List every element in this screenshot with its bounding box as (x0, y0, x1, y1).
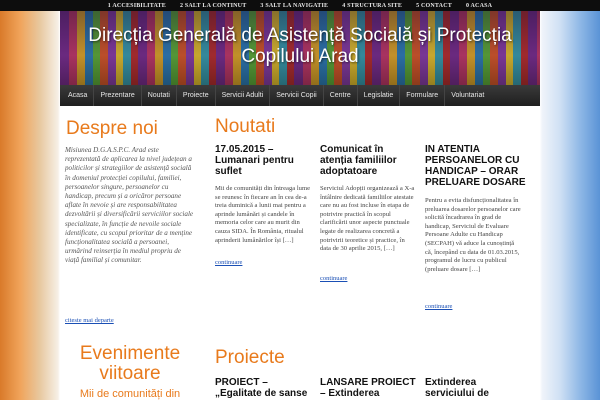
events-title: Evenimente viitoare (79, 343, 181, 384)
about-read-more-link[interactable]: citeste mai departe (65, 317, 114, 324)
news-item-body: Serviciul Adopții organizează a X-a întâlnire dedicată familiilor atestate care nu au fost incluse în etapa de potrivire practică în scopul clarificării unor aspecte punctuale legate de realizarea concretă a potrivirii teoretice și practice, în data de 30 aprilie 2015, […] (320, 185, 415, 253)
about-text: Misiunea D.G.A.S.P.C. Arad este reprezentată de aplicarea la nivel județean a politicilor și strategiilor de asistență socială în domeniul protecției copilului, familiei, persoanelor singure, persoanelor cu handicap, precum și a oricăror persoane aflate în nevoie și are responsabilitatea dezvoltării și diversificării serviciilor sociale specializate, în funcție de nevoile sociale identificate, cu scopul prioritar de a menține funcționalitatea socială a persoanei, urmărind reinserția în mediul propriu de viață familial și comunitar. (65, 146, 194, 265)
news-item-body: Mii de comunități din întreaga lume se reunesc în fiecare an în cea de-a treia duminică a lunii mai pentru a aprinde lumânări și candele în memoria celor care au murit din cauza SIDA. În România, ritualul aprinderii lumânărilor își […] (215, 185, 311, 244)
nav-item-formulare[interactable]: Formulare (400, 85, 445, 106)
nav-item-servicii-adulti[interactable]: Servicii Adulti (216, 85, 271, 106)
nav-item-acasa[interactable]: Acasa (62, 85, 94, 106)
access-link-contact[interactable]: 5 CONTACT (416, 2, 452, 9)
nav-item-legislatie[interactable]: Legislatie (358, 85, 401, 106)
access-link-accessibility[interactable]: 1 ACCESIBILITATE (107, 2, 166, 9)
site-title[interactable] (60, 25, 540, 67)
news-item-body: Pentru a evita disfuncționalitatea în preluarea dosarelor persoanelor care solicită încadrarea în grad de handicap, Serviciul de Evaluare Persoane Adulte cu Handicap (SECPAH) vă aduce la cunoștință că, începând cu data de 01.03.2015, programul de lucru cu publicul (preluare dosare […] (425, 197, 521, 273)
news-item-continue-link[interactable]: continuare (425, 303, 453, 310)
news-item-title[interactable]: Comunicat în atenția familiilor adoptatoare (320, 144, 397, 177)
access-link-site-structure[interactable]: 4 STRUCTURA SITE (342, 2, 403, 9)
news-item-title[interactable]: 17.05.2015 – Lumanari pentru suflet (215, 144, 294, 177)
project-item-title[interactable]: Extinderea serviciului de (425, 377, 489, 399)
access-link-skip-content[interactable]: 2 SALT LA CONTINUT (179, 2, 247, 9)
project-item-title[interactable]: LANSARE PROIECT – Extinderea (320, 377, 416, 399)
news-item-title[interactable]: IN ATENTIA PERSOANELOR CU HANDICAP – ORAR PRELUARE DOSARE (425, 144, 526, 188)
nav-item-noutati[interactable]: Noutati (142, 85, 177, 106)
events-subtitle: Mii de comunități din (79, 388, 181, 400)
nav-item-proiecte[interactable]: Proiecte (177, 85, 216, 106)
nav-item-servicii-copii[interactable]: Servicii Copii (270, 85, 323, 106)
header-banner (60, 11, 540, 85)
site-title-line1: Direcția Generală de Asistență Socială și Protecția (88, 25, 512, 46)
news-item-continue-link[interactable]: continuare (320, 275, 348, 282)
site-title-line2: Copilului Arad (241, 46, 359, 67)
projects-title: Proiecte (215, 347, 285, 368)
nav-item-prezentare[interactable]: Prezentare (94, 85, 141, 106)
main-content (60, 106, 540, 400)
accessibility-bar (0, 0, 600, 11)
project-item-title[interactable]: PROIECT – „Egalitate de sanse (215, 377, 308, 399)
main-navigation (60, 85, 540, 106)
access-link-home[interactable]: 0 ACASA (465, 2, 493, 9)
news-item-continue-link[interactable]: continuare (215, 259, 243, 266)
about-title: Despre noi (66, 118, 158, 139)
access-link-skip-navigation[interactable]: 3 SALT LA NAVIGATIE (260, 2, 329, 9)
about-section (60, 106, 205, 400)
news-title: Noutati (215, 116, 276, 137)
nav-item-centre[interactable]: Centre (324, 85, 358, 106)
nav-item-voluntariat[interactable]: Voluntariat (451, 92, 485, 99)
